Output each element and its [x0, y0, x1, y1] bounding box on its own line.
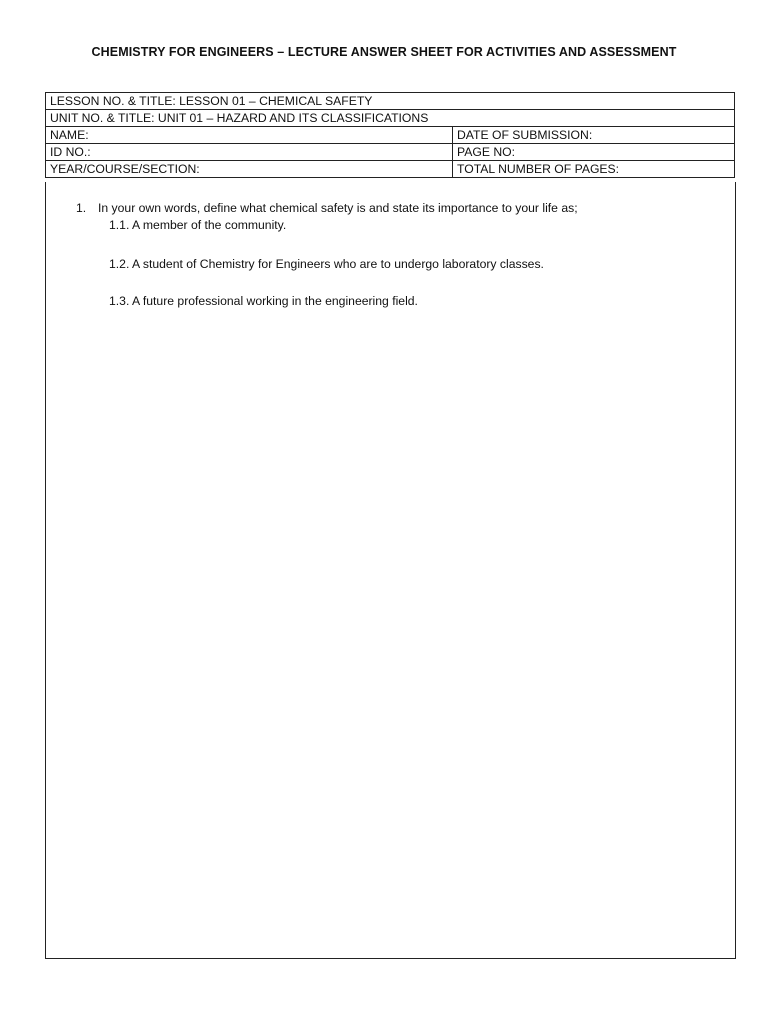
year-course-section-field[interactable]: YEAR/COURSE/SECTION:: [46, 161, 453, 178]
question-number: 1.: [76, 201, 87, 215]
id-number-field[interactable]: ID NO.:: [46, 144, 453, 161]
lesson-row: [46, 93, 735, 110]
unit-row: [46, 110, 735, 127]
sheet-title: CHEMISTRY FOR ENGINEERS – LECTURE ANSWER SHEET FOR ACTIVITIES AND ASSESSMENT: [91, 45, 677, 59]
answer-area[interactable]: [45, 182, 736, 959]
year-row: [46, 161, 735, 178]
unit-title-cell: UNIT NO. & TITLE: UNIT 01 – HAZARD AND ITS CLASSIFICATIONS: [46, 110, 735, 127]
name-field[interactable]: NAME:: [46, 127, 453, 144]
question-1: [76, 201, 578, 215]
sub-question-1-2: 1.2. A student of Chemistry for Engineers who are to undergo laboratory classes.: [109, 257, 544, 271]
info-table: [45, 92, 735, 178]
question-text: In your own words, define what chemical safety is and state its importance to your life as;: [98, 201, 578, 215]
id-row: [46, 144, 735, 161]
lesson-title-cell: LESSON NO. & TITLE: LESSON 01 – CHEMICAL SAFETY: [46, 93, 735, 110]
name-row: [46, 127, 735, 144]
page-number-field[interactable]: PAGE NO:: [453, 144, 735, 161]
sub-question-1-1: 1.1. A member of the community.: [109, 218, 287, 232]
total-pages-field[interactable]: TOTAL NUMBER OF PAGES:: [453, 161, 735, 178]
date-of-submission-field[interactable]: DATE OF SUBMISSION:: [453, 127, 735, 144]
sub-question-1-3: 1.3. A future professional working in the engineering field.: [109, 294, 418, 308]
